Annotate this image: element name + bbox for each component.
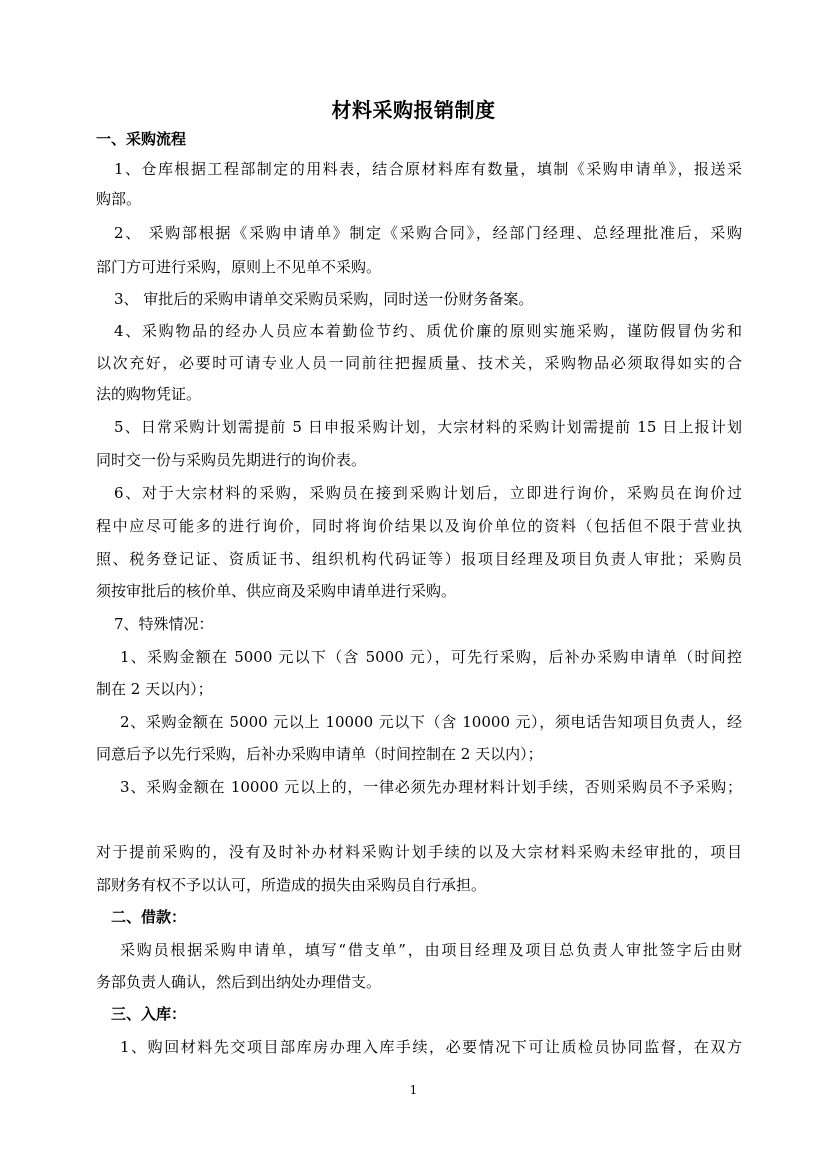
section-heading-procurement-process: 一、采购流程 bbox=[96, 130, 187, 148]
paragraph-line: 6、对于大宗材料的采购，采购员在接到采购计划后，立即进行询价，采购员在询价过 bbox=[114, 484, 742, 502]
page-number: 1 bbox=[409, 1083, 418, 1097]
paragraph-line: 2、 采购部根据《采购申请单》制定《采购合同》，经部门经理、总经理批准后，采购 bbox=[114, 224, 742, 242]
document-title: 材料采购报销制度 bbox=[331, 98, 496, 122]
paragraph-line: 对于提前采购的，没有及时补办材料采购计划手续的以及大宗材料采购未经审批的，项目 bbox=[96, 843, 742, 861]
paragraph-line: 部门方可进行采购，原则上不见单不采购。 bbox=[96, 258, 382, 276]
paragraph-line: 制在 2 天以内）； bbox=[96, 680, 213, 698]
paragraph-line: 3、 审批后的采购申请单交采购员采购，同时送一份财务备案。 bbox=[114, 290, 534, 308]
paragraph-line: 务部负责人确认，然后到出纳处办理借支。 bbox=[96, 973, 382, 991]
paragraph-line: 3、采购金额在 10000 元以上的，一律必须先办理材料计划手续，否则采购员不予采购； bbox=[120, 778, 742, 796]
paragraph-line: 以次充好，必要时可请专业人员一同前往把握质量、技术关，采购物品必须取得如实的合 bbox=[96, 354, 742, 372]
paragraph-line: 部财务有权不予以认可，所造成的损失由采购员自行承担。 bbox=[96, 876, 487, 894]
paragraph-line: 购部。 bbox=[96, 190, 142, 208]
section-heading-loan: 二、借款： bbox=[111, 908, 187, 926]
paragraph-line: 同意后予以先行采购，后补办采购申请单（时间控制在 2 天以内）； bbox=[96, 745, 543, 763]
paragraph-line: 同时交一份与采购员先期进行的询价表。 bbox=[96, 451, 367, 469]
paragraph-line: 7、特殊情况： bbox=[114, 615, 214, 633]
paragraph-line: 程中应尽可能多的进行询价，同时将询价结果以及询价单位的资料（包括但不限于营业执 bbox=[96, 517, 742, 535]
paragraph-line: 1、仓库根据工程部制定的用料表，结合原材料库有数量，填制《采购申请单》，报送采 bbox=[114, 160, 742, 178]
paragraph-line: 采购员根据采购申请单，填写“借支单”，由项目经理及项目总负责人审批签字后由财 bbox=[120, 941, 742, 959]
paragraph-line: 法的购物凭证。 bbox=[96, 385, 202, 403]
paragraph-line: 须按审批后的核价单、供应商及采购申请单进行采购。 bbox=[96, 582, 457, 600]
paragraph-line: 1、采购金额在 5000 元以下（含 5000 元），可先行采购，后补办采购申请单（时间控 bbox=[120, 648, 742, 666]
paragraph-line: 2、采购金额在 5000 元以上 10000 元以下（含 10000 元），须电话告知项目负责人，经 bbox=[120, 713, 742, 731]
paragraph-line: 照、税务登记证、资质证书、组织机构代码证等）报项目经理及项目负责人审批；采购员 bbox=[96, 550, 742, 568]
paragraph-line: 1、购回材料先交项目部库房办理入库手续，必要情况下可让质检员协同监督，在双方 bbox=[120, 1038, 742, 1056]
paragraph-line: 5、日常采购计划需提前 5 日申报采购计划，大宗材料的采购计划需提前 15 日上报计划 bbox=[114, 418, 742, 436]
section-heading-warehouse-entry: 三、入库： bbox=[111, 1005, 187, 1023]
paragraph-line: 4、采购物品的经办人员应本着勤俭节约、质优价廉的原则实施采购，谨防假冒伪劣和 bbox=[114, 322, 742, 340]
